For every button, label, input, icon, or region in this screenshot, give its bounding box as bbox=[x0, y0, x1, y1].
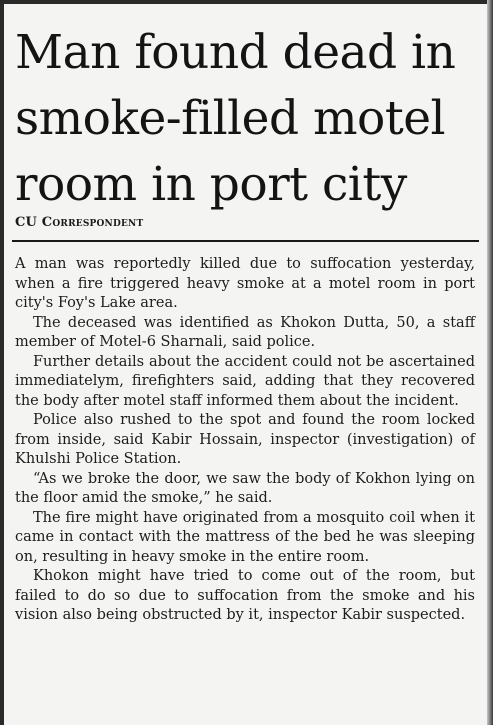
article-paragraph: “As we broke the door, we saw the body of Kokhon lying on the floor amid the smoke,” he said. bbox=[15, 470, 475, 506]
article-paragraph: The deceased was identified as Khokon Dutta, 50, a staff member of Motel-6 Sharnali, said police. bbox=[15, 314, 475, 350]
article-paragraph: The fire might have originated from a mosquito coil when it came in contact with the mattress of the bed he was sleeping on, resulting in heavy smoke in the entire room. bbox=[15, 509, 475, 565]
clipping-border-top bbox=[0, 0, 493, 4]
article-headline: Man found dead in smoke-filled motel room in port city bbox=[15, 25, 456, 212]
article-paragraph: Further details about the accident could not be ascertained immediatelym, firefighters said, adding that they recovered the body after motel staff informed them about the incident. bbox=[15, 353, 475, 409]
byline-divider bbox=[12, 240, 479, 242]
article-paragraph: A man was reportedly killed due to suffocation yesterday, when a fire triggered heavy smoke at a motel room in port city's Foy's Lake area. bbox=[15, 256, 475, 311]
clipping-border-left bbox=[0, 0, 4, 725]
article-body bbox=[15, 255, 475, 626]
article-paragraph: Police also rushed to the spot and found the room locked from inside, said Kabir Hossain, inspector (investigation) of Khulshi Police Station. bbox=[15, 412, 475, 467]
article-paragraph: Khokon might have tried to come out of the room, but failed to do so due to suffocation from the smoke and his vision also being obstructed by it, inspector Kabir suspected. bbox=[15, 568, 475, 623]
clipping-border-right bbox=[487, 0, 493, 725]
article-byline: CU Correspondent bbox=[15, 215, 144, 230]
